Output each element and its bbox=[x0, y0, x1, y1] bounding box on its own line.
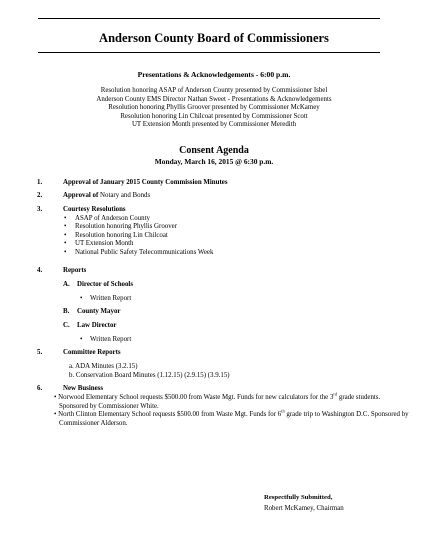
list-item: • ASAP of Anderson County bbox=[63, 215, 398, 224]
new-business-list bbox=[54, 391, 409, 428]
report-title: Law Director bbox=[77, 322, 117, 329]
title-rule bbox=[38, 52, 380, 53]
consent-agenda-title: Consent Agenda bbox=[179, 145, 249, 156]
presentation-line: Resolution honoring ASAP of Anderson County presented by Commissioner Isbel bbox=[100, 87, 328, 94]
list-item: • Written Report bbox=[80, 336, 131, 345]
agenda-item-number: 2. bbox=[37, 192, 43, 199]
presentation-line: Resolution honoring Phyllis Groover presented by Commissioner McKamey bbox=[108, 104, 320, 112]
list-item: • North Clinton Elementary School requests $500.00 from Waste Mgt. Funds for 6th grade trip to Washington D.C. Sponsored by Commissioner Alderson. bbox=[54, 408, 409, 427]
agenda-item-title: New Business bbox=[63, 385, 104, 392]
list-item: • National Public Safety Telecommunications Week bbox=[63, 249, 398, 258]
report-title: County Mayor bbox=[77, 308, 121, 315]
signature-closing: Respectfully Submitted, bbox=[264, 494, 333, 501]
presentation-line: Anderson County EMS Director Nathan Sweet - Presentations & Acknowledgements bbox=[96, 95, 332, 103]
list-item: • Norwood Elementary School requests $500.00 from Waste Mgt. Funds for new calculators for the 3rd grade students. Sponsored by Commissioner White. bbox=[54, 391, 381, 410]
agenda-item-title: Committee Reports bbox=[63, 349, 121, 356]
agenda-item-number: 4. bbox=[37, 267, 43, 274]
list-item: • Written Report bbox=[80, 295, 131, 304]
agenda-item-title: Reports bbox=[63, 267, 87, 274]
top-rule bbox=[38, 18, 380, 19]
report-b: B. County Mayor bbox=[63, 308, 121, 315]
agenda-item-number: 1. bbox=[37, 179, 43, 186]
list-item: b. Conservation Board Minutes (1.12.15) (2.9.15) (3.9.15) bbox=[69, 372, 230, 379]
signature-name: Robert McKamey, Chairman bbox=[264, 504, 344, 512]
agenda-item-number: 3. bbox=[37, 206, 43, 213]
presentations-list bbox=[0, 87, 428, 130]
list-item: • UT Extension Month bbox=[63, 240, 398, 249]
agenda-item-text: Notary and Bonds bbox=[98, 192, 151, 199]
agenda-item-number: 6. bbox=[37, 385, 43, 392]
report-title: Director of Schools bbox=[77, 281, 134, 288]
list-item: • Resolution honoring Lin Chilcoat bbox=[63, 232, 398, 241]
list-item: a. ADA Minutes (3.2.15) bbox=[69, 363, 138, 370]
presentations-heading: Presentations & Acknowledgements - 6:00 p.m. bbox=[137, 70, 291, 79]
report-c: C. Law Director bbox=[63, 322, 117, 329]
consent-agenda-date: Monday, March 16, 2015 @ 6:30 p.m. bbox=[154, 157, 274, 166]
page-title: Anderson County Board of Commissioners bbox=[99, 31, 329, 45]
courtesy-resolutions-list bbox=[63, 215, 398, 258]
report-a: A. Director of Schools bbox=[63, 281, 134, 288]
signature-block bbox=[264, 493, 344, 514]
agenda-item-title: Courtesy Resolutions bbox=[63, 206, 126, 213]
agenda-item-text: Approval of January 2015 County Commission Minutes bbox=[63, 179, 228, 186]
list-item: • Resolution honoring Phyllis Groover bbox=[63, 223, 398, 232]
agenda-item-text-bold: Approval of bbox=[63, 192, 99, 199]
agenda-item-number: 5. bbox=[37, 349, 43, 356]
presentation-line: UT Extension Month presented by Commissioner Meredith bbox=[131, 121, 297, 129]
presentation-line: Resolution honoring Lin Chilcoat presented by Commissioner Scott bbox=[120, 112, 308, 120]
